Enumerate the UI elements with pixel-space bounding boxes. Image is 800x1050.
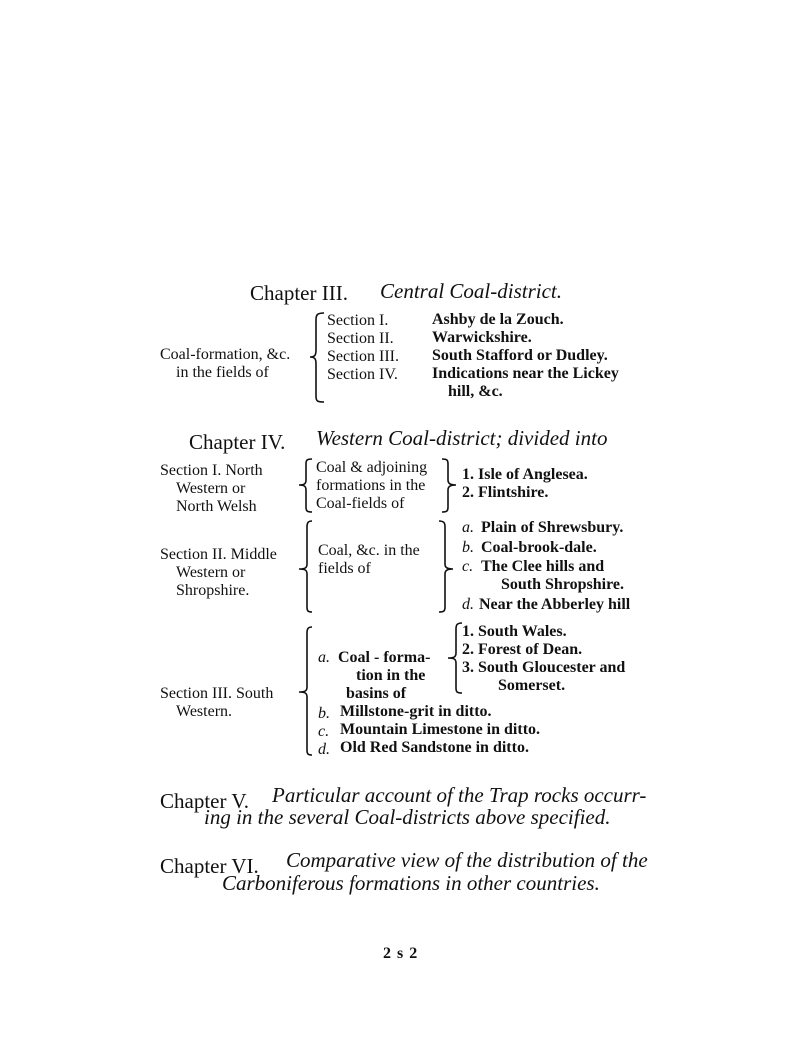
section-1-mid-line-3: Coal-fields of — [316, 495, 405, 512]
chapter-5-line-1: Particular account of the Trap rocks occurr- — [272, 783, 647, 807]
section-3-a-line-1: Coal - forma- — [338, 649, 431, 666]
place-south-stafford: South Stafford or Dudley. — [432, 347, 608, 364]
section-3-mountain-limestone: Mountain Limestone in ditto. — [340, 721, 541, 738]
basin-south-gloucester: 3. South Gloucester and — [462, 659, 626, 676]
place-lickey-cont: hill, &c. — [448, 383, 503, 400]
section-3-a-line-3: basins of — [346, 685, 407, 702]
section-2-mid-line-2: fields of — [318, 560, 371, 577]
place-warwickshire: Warwickshire. — [432, 329, 532, 346]
item-clee-hills: The Clee hills and — [481, 558, 605, 575]
section-2-left-brace — [296, 518, 316, 616]
chapter-5-label: Chapter V. — [160, 789, 250, 813]
section-i-label: Section I. — [327, 312, 389, 329]
section-3-old-red-sandstone: Old Red Sandstone in ditto. — [340, 739, 529, 756]
item-b-key: b. — [462, 539, 474, 556]
section-3-d-key: d. — [318, 741, 330, 758]
chapter-3-left-line-2: in the fields of — [176, 364, 269, 381]
section-1-left-line-2: Western or — [176, 480, 246, 497]
section-1-left-line-1: Section I. North — [160, 462, 263, 479]
item-c-key: c. — [462, 558, 474, 575]
item-flintshire: 2. Flintshire. — [462, 484, 549, 501]
chapter-6-line-1: Comparative view of the distribution of the — [286, 848, 648, 872]
basin-south-wales: 1. South Wales. — [462, 623, 567, 640]
section-3-left-line-1: Section III. South — [160, 685, 274, 702]
item-d-key: d. — [462, 596, 474, 613]
section-ii-label: Section II. — [327, 330, 394, 347]
place-ashby: Ashby de la Zouch. — [432, 311, 564, 328]
item-coal-brook-dale: Coal-brook-dale. — [481, 539, 597, 556]
chapter-3-left-line-1: Coal-formation, &c. — [160, 346, 291, 363]
chapter-5-line-2: ing in the several Coal-districts above specified. — [204, 805, 611, 829]
section-1-mid-line-2: formations in the — [316, 477, 426, 494]
chapter-6-line-2: Carboniferous formations in other countries. — [222, 871, 600, 895]
section-3-a-line-2: tion in the — [356, 667, 426, 684]
item-isle-of-anglesea: 1. Isle of Anglesea. — [462, 466, 588, 483]
item-abberley-hill: Near the Abberley hill — [479, 596, 631, 613]
section-3-a-key: a. — [318, 649, 330, 666]
section-3-left-line-2: Western. — [176, 703, 233, 720]
section-1-right-brace — [440, 456, 462, 516]
chapter-4-title: Western Coal-district; divided into — [316, 426, 608, 450]
item-a-key: a. — [462, 519, 474, 536]
section-3-millstone-grit: Millstone-grit in ditto. — [340, 703, 492, 720]
item-south-shropshire: South Shropshire. — [501, 576, 625, 593]
chapter-3-brace — [308, 310, 328, 404]
section-iv-label: Section IV. — [327, 366, 398, 383]
section-2-left-line-3: Shropshire. — [176, 582, 250, 599]
section-3-c-key: c. — [318, 723, 330, 740]
section-1-left-line-3: North Welsh — [176, 498, 257, 515]
section-3-b-key: b. — [318, 705, 330, 722]
chapter-6-label: Chapter VI. — [160, 854, 259, 878]
basin-forest-of-dean: 2. Forest of Dean. — [462, 641, 583, 658]
section-2-left-line-2: Western or — [176, 564, 246, 581]
section-2-right-brace — [437, 518, 459, 616]
chapter-3-title: Central Coal-district. — [380, 279, 563, 303]
page-number: 2 s 2 — [383, 945, 419, 962]
chapter-3-label: Chapter III. — [250, 281, 348, 305]
section-2-mid-line-1: Coal, &c. in the — [318, 542, 420, 559]
section-1-mid-line-1: Coal & adjoining — [316, 459, 428, 476]
basin-somerset: Somerset. — [498, 677, 566, 694]
place-lickey: Indications near the Lickey — [432, 365, 619, 382]
section-1-left-brace — [296, 456, 314, 516]
chapter-4-label: Chapter IV. — [189, 430, 286, 454]
item-plain-of-shrewsbury: Plain of Shrewsbury. — [481, 519, 624, 536]
section-iii-label: Section III. — [327, 348, 399, 365]
section-3-left-brace — [296, 624, 316, 759]
section-2-left-line-1: Section II. Middle — [160, 546, 277, 563]
